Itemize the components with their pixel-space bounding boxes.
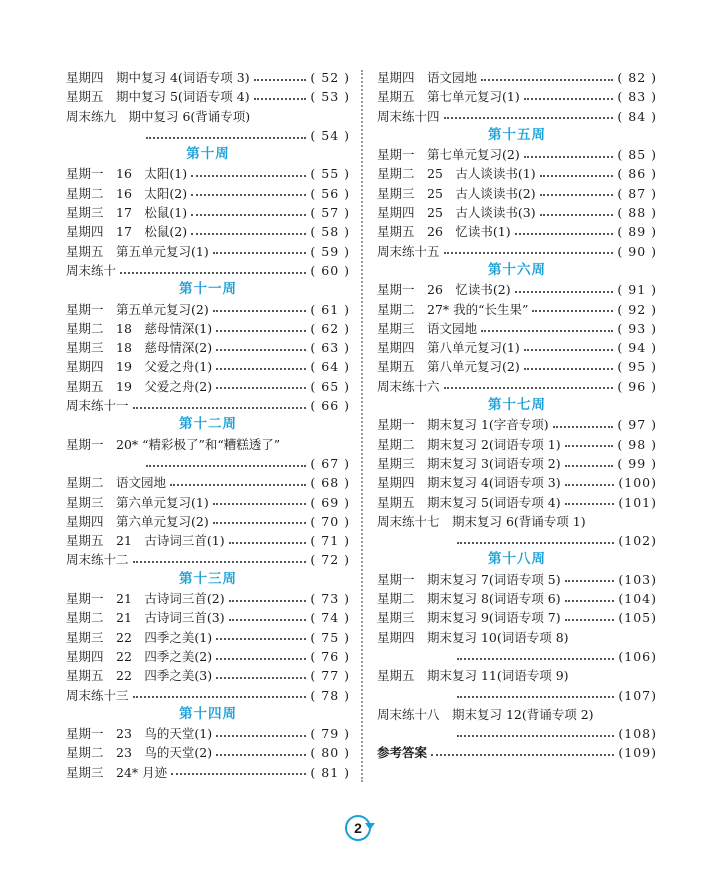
toc-left-column: [66, 68, 350, 782]
entry-page-number: ( 62 ): [310, 320, 350, 336]
entry-title: 星期四 期末复习 4(词语专项 3): [377, 475, 561, 491]
toc-entry[interactable]: [66, 512, 350, 531]
entry-page-number: ( 77 ): [310, 668, 350, 684]
entry-page-number: ( 59 ): [310, 243, 350, 259]
entry-page-number: ( 58 ): [310, 224, 350, 240]
toc-entry[interactable]: [66, 435, 350, 454]
entry-page-number: ( 64 ): [310, 359, 350, 375]
entry-title: 星期四 语文园地: [377, 70, 478, 85]
entry-title: 星期五 26 忆读书(1): [377, 224, 511, 240]
dot-leader: [133, 696, 307, 698]
toc-entry[interactable]: [377, 647, 657, 666]
toc-entry[interactable]: [377, 415, 657, 434]
dot-leader: [229, 542, 307, 544]
entry-page-number: ( 90 ): [617, 243, 657, 259]
entry-title: 周末练十四: [377, 108, 440, 124]
dot-leader: [524, 98, 614, 100]
entry-page-number: ( 84 ): [617, 108, 657, 124]
entry-page-number: ( 56 ): [310, 185, 350, 201]
toc-entry[interactable]: [377, 184, 657, 203]
toc-entry[interactable]: [377, 666, 657, 685]
toc-entry[interactable]: [377, 608, 657, 627]
toc-entry[interactable]: [377, 493, 657, 512]
entry-title: 周末练十八 期末复习 12(背诵专项 2): [377, 706, 594, 722]
dot-leader: [229, 619, 307, 621]
entry-page-number: ( 88 ): [617, 205, 657, 221]
entry-title: 星期二 期末复习 2(词语专项 1): [377, 436, 561, 452]
week-heading: 第十周: [186, 146, 230, 163]
week-heading: 第十一周: [179, 281, 237, 298]
toc-entry[interactable]: [66, 87, 350, 106]
toc-entry[interactable]: [66, 319, 350, 338]
toc-entry[interactable]: [377, 724, 657, 743]
entry-page-number: ( 74 ): [310, 610, 350, 626]
week-heading: 第十七周: [488, 397, 546, 414]
entry-title: 星期五 期末复习 5(词语专项 4): [377, 494, 561, 510]
dot-leader: [532, 310, 613, 312]
toc-entry[interactable]: [377, 589, 657, 608]
entry-title: 周末练十六: [377, 378, 440, 394]
entry-title: 星期五 第五单元复习(1): [66, 243, 209, 259]
dot-leader: [191, 194, 306, 196]
toc-entry[interactable]: [377, 242, 657, 261]
week-heading: 第十三周: [179, 570, 237, 587]
entry-title: 星期四 22 四季之美(2): [66, 648, 213, 664]
entry-page-number: ( 86 ): [617, 166, 657, 182]
entry-page-number: (109): [618, 745, 657, 761]
dot-leader: [254, 79, 307, 81]
toc-entry[interactable]: [66, 550, 350, 569]
dot-leader: [191, 233, 306, 235]
toc-entry[interactable]: [377, 145, 657, 164]
dot-leader: [170, 484, 306, 486]
dot-leader: [515, 291, 614, 293]
entry-title: 星期一 20* “精彩极了”和“糟糕透了”: [66, 436, 281, 452]
entry-page-number: ( 53 ): [310, 89, 350, 105]
dot-leader: [171, 773, 306, 775]
entry-title: 星期四 第六单元复习(2): [66, 513, 209, 529]
toc-entry[interactable]: [66, 686, 350, 705]
toc-entry[interactable]: [66, 608, 350, 627]
entry-title: 星期五 期中复习 5(词语专项 4): [66, 89, 250, 105]
dot-leader: [457, 542, 614, 544]
entry-page-number: (104): [618, 591, 657, 607]
entry-title: 星期一 期末复习 1(字音专项): [377, 417, 549, 433]
dot-leader: [524, 368, 614, 370]
dot-leader: [146, 137, 306, 139]
entry-title: 星期五 21 古诗词三首(1): [66, 533, 225, 549]
entry-page-number: ( 75 ): [310, 629, 350, 645]
toc-entry[interactable]: [66, 184, 350, 203]
toc-entry[interactable]: [66, 666, 350, 685]
dot-leader: [216, 754, 306, 756]
dot-leader: [565, 465, 614, 467]
dot-leader: [431, 754, 614, 756]
entry-title: 星期三 24* 月迹: [66, 764, 168, 780]
dot-leader: [457, 696, 614, 698]
toc-entry[interactable]: [66, 222, 350, 241]
dot-leader: [254, 98, 307, 100]
entry-page-number: ( 72 ): [310, 552, 350, 568]
toc-right-column: [377, 68, 657, 763]
toc-entry[interactable]: [66, 107, 350, 126]
page-arrow-icon: [365, 823, 375, 830]
dot-leader: [444, 252, 614, 254]
entry-page-number: ( 63 ): [310, 340, 350, 356]
entry-title: 星期五 期末复习 11(词语专项 9): [377, 668, 569, 684]
entry-title: 参考答案: [377, 745, 428, 761]
answer-key-entry[interactable]: [377, 743, 657, 762]
week-heading: 第十六周: [488, 261, 546, 278]
entry-page-number: (102): [618, 533, 657, 549]
entry-title: 星期一 期末复习 7(词语专项 5): [377, 571, 561, 587]
entry-page-number: ( 55 ): [310, 166, 350, 182]
entry-page-number: ( 52 ): [310, 70, 350, 85]
dot-leader: [565, 619, 615, 621]
entry-page-number: (100): [618, 475, 657, 491]
entry-title: 星期三 22 四季之美(1): [66, 629, 213, 645]
toc-entry[interactable]: [377, 357, 657, 376]
toc-entry[interactable]: [66, 724, 350, 743]
entry-page-number: ( 95 ): [617, 359, 657, 375]
dot-leader: [481, 330, 613, 332]
dot-leader: [565, 484, 615, 486]
entry-title: 星期二 18 慈母情深(1): [66, 320, 213, 336]
entry-title: 星期一 第五单元复习(2): [66, 301, 209, 317]
toc-entry[interactable]: [377, 300, 657, 319]
entry-title: 星期二 25 古人谈读书(1): [377, 166, 536, 182]
dot-leader: [515, 233, 614, 235]
toc-entry[interactable]: [377, 319, 657, 338]
entry-title: 星期二 27* 我的“长生果”: [377, 301, 529, 317]
dot-leader: [216, 330, 306, 332]
dot-leader: [540, 194, 614, 196]
entry-title: 星期三 期末复习 9(词语专项 7): [377, 610, 561, 626]
dot-leader: [191, 214, 306, 216]
entry-title: 星期四 期末复习 10(词语专项 8): [377, 629, 569, 645]
toc-entry[interactable]: [377, 203, 657, 222]
entry-page-number: ( 79 ): [310, 726, 350, 742]
dot-leader: [213, 522, 307, 524]
entry-page-number: ( 69 ): [310, 494, 350, 510]
entry-page-number: ( 70 ): [310, 513, 350, 529]
entry-page-number: ( 78 ): [310, 687, 350, 703]
dot-leader: [216, 735, 306, 737]
entry-title: 周末练十一: [66, 398, 129, 414]
toc-entry[interactable]: [377, 454, 657, 473]
dot-leader: [457, 735, 614, 737]
dot-leader: [444, 387, 614, 389]
dot-leader: [133, 561, 307, 563]
dot-leader: [540, 214, 614, 216]
toc-entry[interactable]: [66, 473, 350, 492]
entry-title: 星期二 语文园地: [66, 475, 167, 491]
dot-leader: [216, 658, 306, 660]
toc-entry[interactable]: [377, 705, 657, 724]
entry-page-number: ( 73 ): [310, 591, 350, 607]
toc-entry[interactable]: [377, 164, 657, 183]
entry-page-number: ( 71 ): [310, 533, 350, 549]
toc-entry[interactable]: [66, 763, 350, 782]
dot-leader: [133, 407, 307, 409]
dot-leader: [524, 349, 614, 351]
entry-title: 星期五 第七单元复习(1): [377, 89, 520, 105]
toc-entry[interactable]: [66, 377, 350, 396]
entry-title: 星期四 19 父爱之舟(1): [66, 359, 213, 375]
toc-entry[interactable]: [66, 531, 350, 550]
entry-page-number: ( 83 ): [617, 89, 657, 105]
toc-entry[interactable]: [66, 68, 350, 87]
dot-leader: [120, 272, 306, 274]
entry-title: 星期一 16 太阳(1): [66, 166, 188, 182]
entry-page-number: ( 91 ): [617, 282, 657, 298]
entry-page-number: ( 66 ): [310, 398, 350, 414]
entry-page-number: ( 96 ): [617, 378, 657, 394]
toc-entry[interactable]: [377, 338, 657, 357]
toc-entry[interactable]: [377, 107, 657, 126]
entry-title: 星期二 21 古诗词三首(3): [66, 610, 225, 626]
entry-title: 星期三 第六单元复习(1): [66, 494, 209, 510]
entry-page-number: ( 68 ): [310, 475, 350, 491]
dot-leader: [565, 503, 615, 505]
entry-page-number: (108): [618, 726, 657, 742]
entry-page-number: ( 93 ): [617, 320, 657, 336]
week-heading: 第十四周: [179, 705, 237, 722]
entry-title: 星期四 期中复习 4(词语专项 3): [66, 70, 250, 85]
entry-page-number: ( 85 ): [617, 147, 657, 163]
dot-leader: [213, 252, 307, 254]
entry-title: 星期三 18 慈母情深(2): [66, 340, 213, 356]
entry-page-number: ( 98 ): [617, 436, 657, 452]
entry-title: 星期四 17 松鼠(2): [66, 224, 188, 240]
entry-page-number: ( 97 ): [617, 417, 657, 433]
toc-entry[interactable]: [377, 570, 657, 589]
entry-title: 星期三 期末复习 3(词语专项 2): [377, 455, 561, 471]
toc-entry[interactable]: [377, 435, 657, 454]
toc-entry[interactable]: [66, 493, 350, 512]
entry-page-number: ( 89 ): [617, 224, 657, 240]
entry-title: 周末练十七 期末复习 6(背诵专项 1): [377, 513, 586, 529]
toc-entry[interactable]: [66, 743, 350, 762]
entry-page-number: ( 94 ): [617, 340, 657, 356]
dot-leader: [540, 175, 614, 177]
dot-leader: [146, 465, 306, 467]
dot-leader: [457, 658, 614, 660]
entry-title: 周末练十: [66, 262, 117, 278]
toc-entry[interactable]: [66, 628, 350, 647]
entry-title: 星期一 第七单元复习(2): [377, 147, 520, 163]
entry-title: 星期一 26 忆读书(2): [377, 282, 511, 298]
dot-leader: [216, 387, 306, 389]
toc-entry[interactable]: [66, 126, 350, 145]
toc-entry[interactable]: [377, 531, 657, 550]
dot-leader: [216, 368, 306, 370]
entry-page-number: (103): [618, 571, 657, 587]
entry-title: 星期一 21 古诗词三首(2): [66, 591, 225, 607]
entry-page-number: ( 87 ): [617, 185, 657, 201]
entry-page-number: (106): [618, 648, 657, 664]
toc-entry[interactable]: [377, 512, 657, 531]
entry-page-number: ( 92 ): [617, 301, 657, 317]
entry-page-number: ( 99 ): [617, 455, 657, 471]
entry-page-number: (105): [618, 610, 657, 626]
page-number: 2: [354, 820, 362, 836]
entry-page-number: ( 76 ): [310, 648, 350, 664]
toc-entry[interactable]: [377, 222, 657, 241]
entry-title: 星期三 17 松鼠(1): [66, 205, 188, 221]
entry-title: 星期二 16 太阳(2): [66, 185, 188, 201]
entry-page-number: ( 67 ): [310, 455, 350, 471]
entry-title: 星期五 第八单元复习(2): [377, 359, 520, 375]
toc-entry[interactable]: [377, 628, 657, 647]
entry-page-number: ( 60 ): [310, 262, 350, 278]
dot-leader: [565, 445, 614, 447]
toc-entry[interactable]: [377, 686, 657, 705]
entry-title: 周末练十五: [377, 243, 440, 259]
dot-leader: [565, 580, 615, 582]
dot-leader: [444, 117, 614, 119]
toc-entry[interactable]: [66, 357, 350, 376]
toc-entry[interactable]: [66, 454, 350, 473]
entry-title: 周末练十三: [66, 687, 129, 703]
toc-entry[interactable]: [377, 473, 657, 492]
entry-page-number: ( 54 ): [310, 127, 350, 143]
dot-leader: [213, 310, 307, 312]
toc-entry[interactable]: [377, 68, 657, 87]
dot-leader: [553, 426, 614, 428]
entry-page-number: (101): [618, 494, 657, 510]
column-divider: [361, 70, 363, 782]
entry-title: 周末练九 期中复习 6(背诵专项): [66, 108, 251, 124]
dot-leader: [216, 349, 306, 351]
dot-leader: [524, 156, 614, 158]
toc-entry[interactable]: [377, 87, 657, 106]
toc-entry[interactable]: [66, 203, 350, 222]
entry-title: 星期二 期末复习 8(词语专项 6): [377, 591, 561, 607]
toc-entry[interactable]: [377, 377, 657, 396]
toc-entry[interactable]: [66, 261, 350, 280]
toc-entry[interactable]: [377, 280, 657, 299]
entry-title: 星期三 25 古人谈读书(2): [377, 185, 536, 201]
dot-leader: [216, 677, 306, 679]
entry-title: 星期二 23 鸟的天堂(2): [66, 745, 213, 761]
entry-page-number: ( 81 ): [310, 764, 350, 780]
toc-entry[interactable]: [66, 396, 350, 415]
entry-title: 星期三 语文园地: [377, 320, 478, 336]
entry-page-number: ( 57 ): [310, 205, 350, 221]
entry-title: 星期四 第八单元复习(1): [377, 340, 520, 356]
dot-leader: [216, 638, 306, 640]
entry-title: 周末练十二: [66, 552, 129, 568]
dot-leader: [481, 79, 613, 81]
toc-entry[interactable]: [66, 647, 350, 666]
entry-title: 星期四 25 古人谈读书(3): [377, 205, 536, 221]
entry-page-number: ( 80 ): [310, 745, 350, 761]
entry-page-number: ( 65 ): [310, 378, 350, 394]
toc-entry[interactable]: [66, 242, 350, 261]
entry-title: 星期五 19 父爱之舟(2): [66, 378, 213, 394]
dot-leader: [565, 600, 615, 602]
entry-page-number: ( 82 ): [617, 70, 657, 85]
week-heading: 第十八周: [488, 551, 546, 568]
dot-leader: [191, 175, 306, 177]
week-heading: 第十二周: [179, 416, 237, 433]
toc-entry[interactable]: [66, 338, 350, 357]
entry-title: 星期一 23 鸟的天堂(1): [66, 726, 213, 742]
entry-page-number: (107): [618, 687, 657, 703]
dot-leader: [229, 600, 307, 602]
toc-entry[interactable]: [66, 589, 350, 608]
entry-page-number: ( 61 ): [310, 301, 350, 317]
toc-entry[interactable]: [66, 300, 350, 319]
entry-title: 星期五 22 四季之美(3): [66, 668, 213, 684]
toc-entry[interactable]: [66, 164, 350, 183]
week-heading: 第十五周: [488, 126, 546, 143]
dot-leader: [213, 503, 307, 505]
